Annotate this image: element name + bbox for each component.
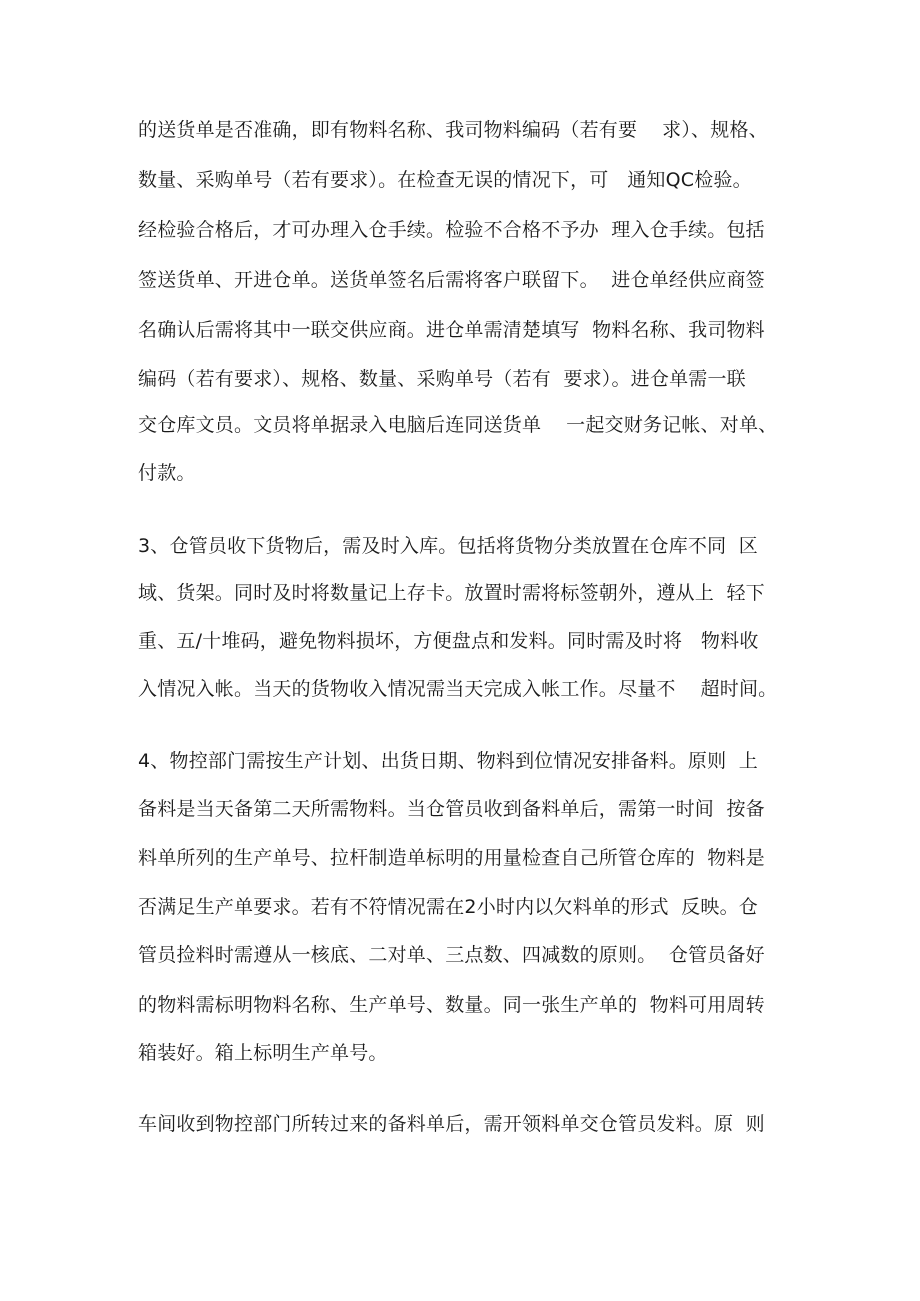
text-line: 签送货单、开进仓单。送货单签名后需将客户联留下。 进仓单经供应商签 xyxy=(138,269,765,291)
text-line: 箱装好。箱上标明生产单号。 xyxy=(138,1042,388,1064)
text-line: 域、货架。同时及时将数量记上存卡。放置时需将标签朝外，遵从上 轻下 xyxy=(138,582,765,604)
text-line: 料单所列的生产单号、拉杆制造单标明的用量检查自己所管仓库的 物料是 xyxy=(138,847,765,869)
text-line: 3、仓管员收下货物后，需及时入库。包括将货物分类放置在仓库不同 区 xyxy=(138,535,758,557)
text-line: 重、五/十堆码，避免物料损坏，方便盘点和发料。同时需及时将 物料收 xyxy=(138,630,759,652)
text-line: 否满足生产单要求。若有不符情况需在2小时内以欠料单的形式 反映。仓 xyxy=(138,896,758,918)
text-line: 名确认后需将其中一联交供应商。进仓单需清楚填写 物料名称、我司物料 xyxy=(138,319,765,341)
text-line: 4、物控部门需按生产计划、出货日期、物料到位情况安排备料。原则 上 xyxy=(138,750,758,772)
text-line: 付款。 xyxy=(138,462,196,484)
text-line: 车间收到物控部门所转过来的备料单后，需开领料单交仓管员发料。原 则 xyxy=(138,1113,765,1135)
text-line: 数量、采购单号（若有要求）。在检查无误的情况下，可 通知QC检验。 xyxy=(138,169,752,191)
text-line: 经检验合格后，才可办理入仓手续。检验不合格不予办 理入仓手续。包括 xyxy=(138,219,765,241)
text-line: 的送货单是否准确，即有物料名称、我司物料编码（若有要 求）、规格、 xyxy=(138,119,768,141)
text-line: 交仓库文员。文员将单据录入电脑后连同送货单 一起交财务记帐、对单、 xyxy=(138,414,778,436)
text-line: 入情况入帐。当天的货物收入情况需当天完成入帐工作。尽量不 超时间。 xyxy=(138,678,778,700)
text-line: 备料是当天备第二天所需物料。当仓管员收到备料单后，需第一时间 按备 xyxy=(138,798,765,820)
text-line: 编码（若有要求）、规格、数量、采购单号（若有 要求）。进仓单需一联 xyxy=(138,368,746,390)
text-line: 管员捡料时需遵从一核底、二对单、三点数、四减数的原则。 仓管员备好 xyxy=(138,944,765,966)
text-line: 的物料需标明物料名称、生产单号、数量。同一张生产单的 物料可用周转 xyxy=(138,994,765,1016)
